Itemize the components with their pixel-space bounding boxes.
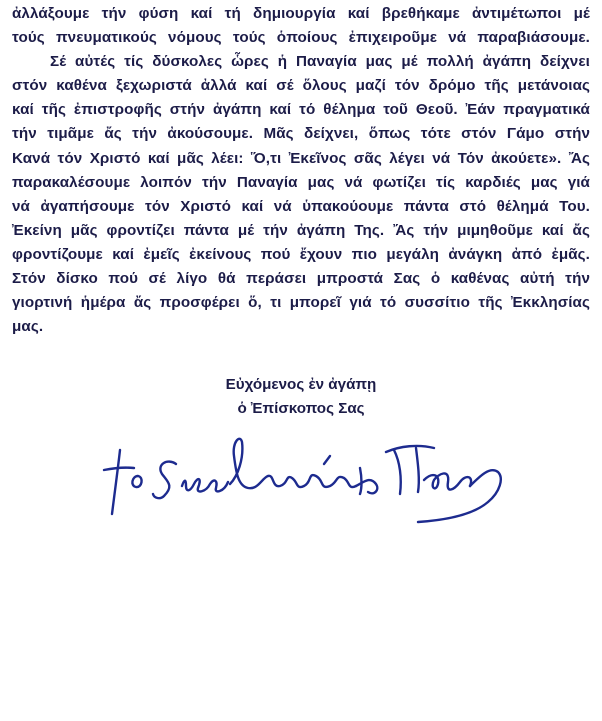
letter-line-last: μας.	[12, 318, 44, 336]
signature-stroke	[230, 439, 268, 488]
signature-stroke	[268, 475, 356, 487]
signature-stroke	[132, 476, 141, 487]
handwritten-signature	[98, 428, 508, 528]
letter-line: Στόν δίσκο πού σέ λίγο θά περάσει μπροστά Σας ὁ καθένας αὐτή τήν	[12, 270, 590, 288]
signature-stroke	[104, 468, 134, 470]
letter-line: γιορτινή ἡμέρα ἄς προσφέρει ὅ, τι μπορεῖ γιά τό συσσίτιο τῆς Ἐκκλησίας	[12, 294, 590, 312]
letter-line: ἀλλάξουμε τήν φύση καί τή δημιουργία καί βρεθήκαμε ἀντιμέτωποι μέ	[12, 5, 590, 22]
signature-stroke	[416, 448, 419, 492]
signature-stroke	[182, 479, 228, 491]
closing-greeting: Εὐχόμενος ἐν ἀγάπῃ	[225, 376, 377, 393]
letter-line: Σέ αὐτές τίς δύσκολες ὧρες ἡ Παναγία μας μέ πολλή ἀγάπη δείχνει	[50, 53, 590, 71]
signature-stroke	[424, 473, 471, 489]
letter-line: Κανά τόν Χριστό καί μᾶς λέει: Ὅ,τι Ἐκεῖνος σᾶς λέγει νά Τόν ἀκούετε». Ἄς	[12, 149, 590, 167]
letter-line: τήν τιμᾶμε ἄς τήν ἀκούσουμε. Μᾶς δείχνει, ὅπως τότε στόν Γάμο στήν	[12, 125, 590, 143]
signature-stroke	[418, 470, 501, 522]
signature-stroke	[394, 450, 401, 494]
signature-stroke	[356, 480, 377, 493]
sender-title: ὁ Ἐπίσκοπος Σας	[237, 400, 365, 417]
signature-stroke	[324, 456, 330, 464]
letter-line: τούς πνευματικούς νόμους τούς ὁποίους ἐπιχειροῦμε νά παραβιάσουμε.	[12, 29, 590, 47]
letter-line: Ἐκείνη μᾶς φροντίζει πάντα μέ τήν ἀγάπη Της. Ἄς τήν μιμηθοῦμε καί ἄς	[12, 221, 590, 239]
signature-stroke	[112, 450, 120, 514]
signature-stroke	[153, 462, 176, 499]
letter-line: φροντίζουμε καί ἐμεῖς ἐκείνους πού ἔχουν πιο μεγάλη ἀνάγκη ἀπό ἐμᾶς.	[12, 245, 590, 263]
signature-stroke	[360, 468, 362, 494]
letter-line: νά ἀγαπήσουμε τόν Χριστό καί νά ὑπακούουμε πάντα στό θέλημά Του.	[12, 197, 590, 215]
letter-line: καί τῆς ἐπιστροφῆς στήν ἀγάπη καί τό θέλημα τοῦ Θεοῦ. Ἐάν πραγματικά	[12, 101, 590, 119]
letter-line: στόν καθένα ξεχωριστά ἀλλά καί σέ ὅλους μαζί τόν δρόμο τῆς μετάνοιας	[12, 77, 590, 95]
letter-body	[12, 2, 590, 339]
letter-line: παρακαλέσουμε λοιπόν τήν Παναγία μας νά φωτίζει τίς καρδιές μας γιά	[12, 173, 590, 191]
